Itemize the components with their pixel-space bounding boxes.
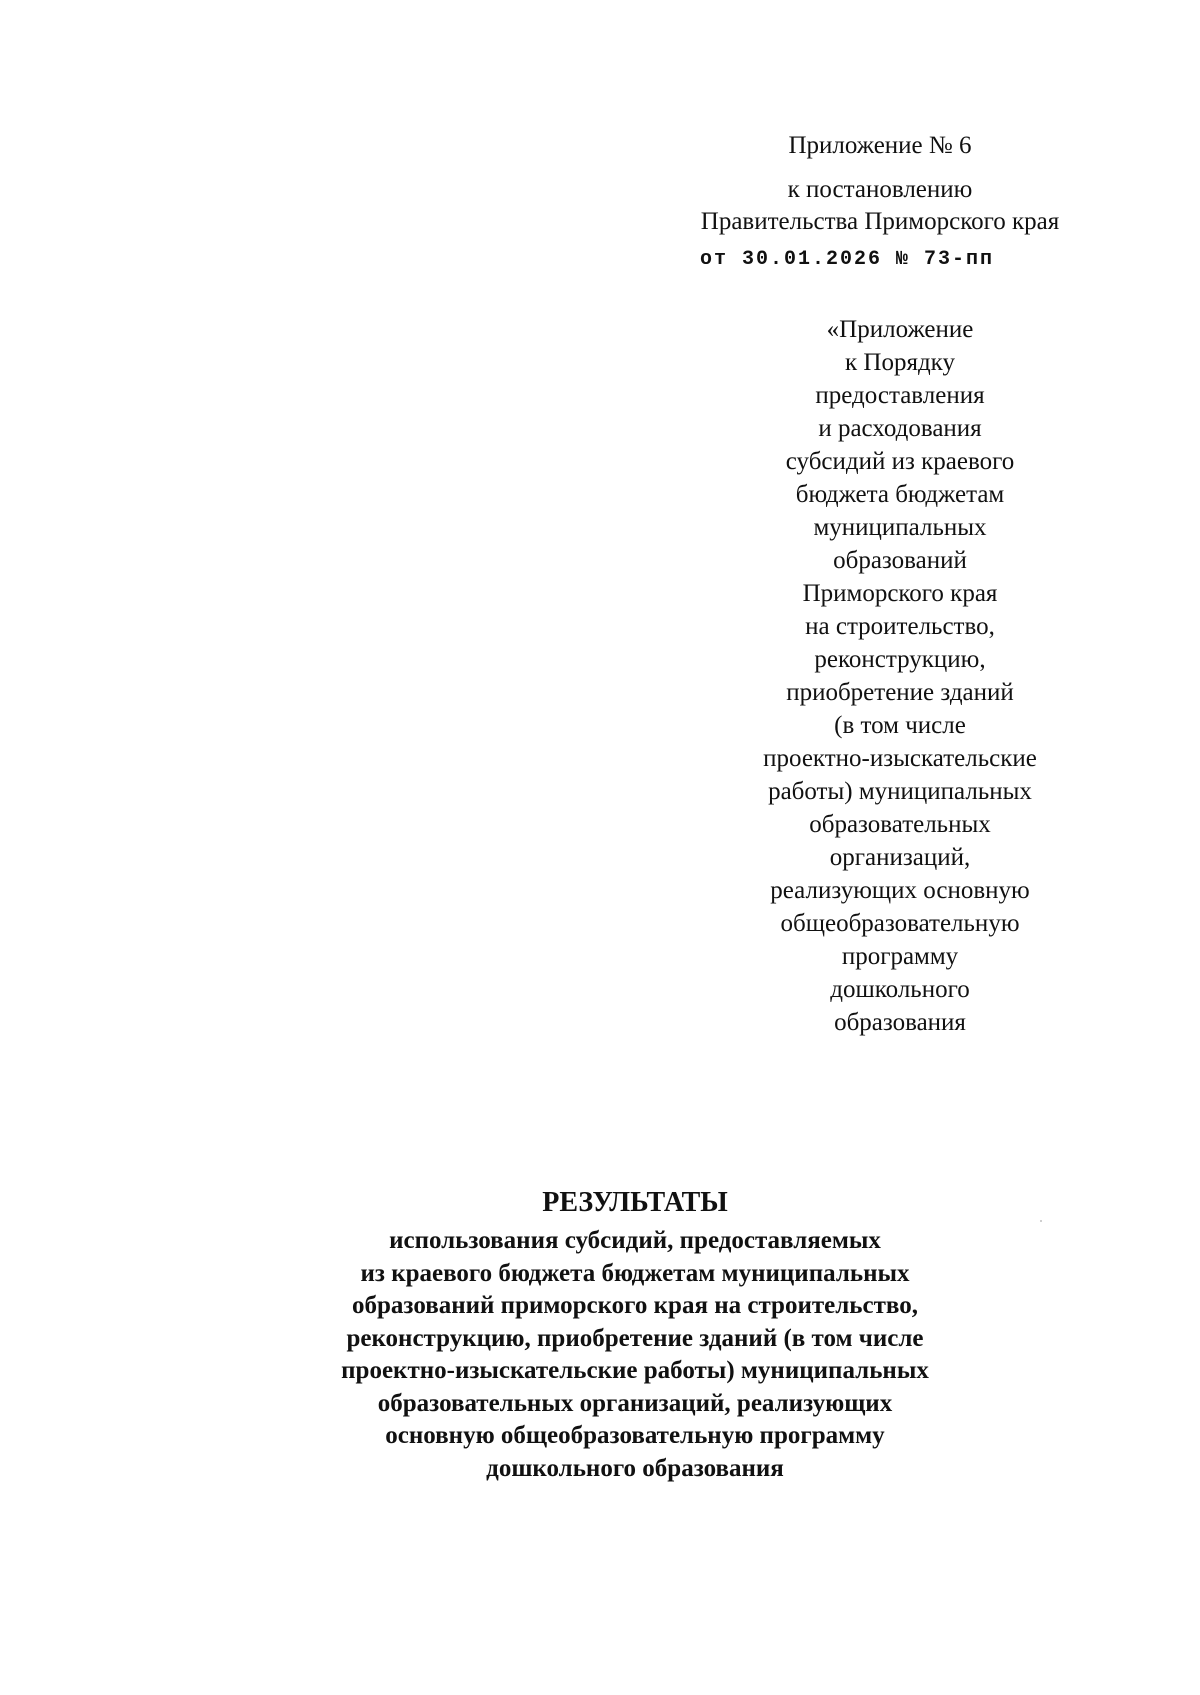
annex-line: бюджета бюджетам — [795, 481, 1005, 508]
annex-line: программу — [841, 943, 959, 970]
results-subtitle-line: использования субсидий, предоставляемых — [389, 1227, 881, 1254]
annex-line: муниципальных — [813, 514, 987, 541]
annex-line: образований — [833, 547, 967, 574]
appendix-header — [600, 130, 1160, 238]
appendix-issuer: Правительства Приморского края — [700, 208, 1060, 235]
annex-line: дошкольного — [830, 976, 970, 1003]
scan-speck — [1040, 1220, 1042, 1222]
annex-line: предоставления — [815, 382, 985, 409]
results-subtitle-line: основную общеобразовательную программу — [385, 1422, 885, 1449]
annex-line: реализующих основную — [770, 877, 1030, 904]
registration-stamp: от 30.01.2026 № 73-пп — [700, 248, 995, 271]
appendix-to-resolution: к постановлению — [787, 176, 973, 203]
annex-line: (в том числе — [834, 712, 966, 739]
results-subtitle-line: дошкольного образования — [486, 1454, 784, 1482]
results-subtitle-line: образований приморского края на строительство, — [352, 1292, 918, 1319]
annex-line: организаций, — [829, 844, 971, 871]
appendix-number: Приложение № 6 — [788, 132, 972, 159]
annex-line: на строительство, — [805, 613, 995, 640]
annex-line: общеобразовательную — [780, 910, 1020, 937]
results-section — [200, 1185, 1070, 1485]
results-title: РЕЗУЛЬТАТЫ — [542, 1187, 728, 1218]
annex-line: работы) муниципальных — [768, 778, 1032, 805]
annex-line: приобретение зданий — [786, 679, 1014, 706]
results-subtitle-line: из краевого бюджета бюджетам муниципальных — [360, 1259, 910, 1287]
annex-line: к Порядку — [845, 349, 955, 376]
annex-line: реконструкцию, — [814, 646, 986, 673]
annex-line: проектно-изыскательские — [763, 745, 1037, 772]
annex-reference-block — [700, 313, 1100, 1039]
results-subtitle-line: образовательных организаций, реализующих — [377, 1389, 893, 1417]
annex-line: субсидий из краевого — [785, 448, 1015, 475]
annex-line: и расходования — [818, 415, 982, 442]
results-subtitle-line: проектно-изыскательские работы) муниципальных — [341, 1357, 929, 1384]
annex-line: Приморского края — [802, 580, 998, 607]
annex-line: образования — [834, 1009, 966, 1036]
results-subtitle-line: реконструкцию, приобретение зданий (в том числе — [346, 1324, 924, 1352]
annex-line: «Приложение — [826, 316, 974, 343]
annex-line: образовательных — [809, 811, 991, 838]
